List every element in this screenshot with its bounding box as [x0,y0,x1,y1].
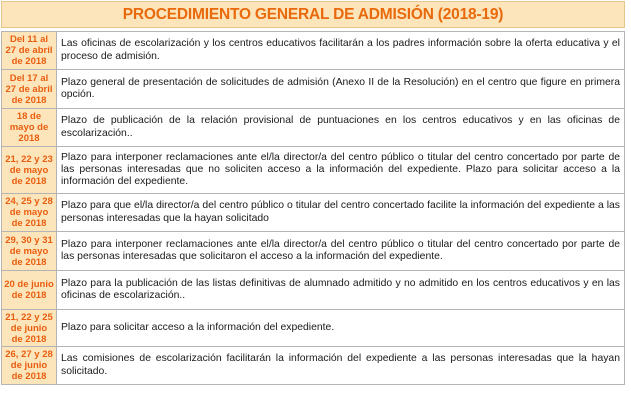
table-row [2,347,624,384]
description-text: Plazo general de presentación de solicitudes de admisión (Anexo II de la Resolución) en el centro que figure en primera opción. [61,76,620,100]
date-cell: 21, 22 y 23 de mayo de 2018 [2,147,57,193]
date-cell: 26, 27 y 28 de junio de 2018 [2,347,57,384]
description-text: Plazo para solicitar acceso a la información del expediente. [61,321,335,333]
date-cell: 29, 30 y 31 de mayo de 2018 [2,232,57,270]
description-cell [57,310,624,346]
description-text: Plazo para interponer reclamaciones ante el/la director/a del centro público o titular del centro concertado por parte de las personas interesadas que solicitaron el acceso a la información del expediente. [61,238,620,262]
date-cell: 20 de junio de 2018 [2,271,57,309]
date-cell: Del 17 al 27 de abril de 2018 [2,70,57,108]
description-text: Plazo para que el/la director/a del centro público o titular del centro concertado facilite la información del expediente a las personas interesadas que la hayan solicitado [61,200,620,224]
table-row [2,194,624,232]
page-title: PROCEDIMIENTO GENERAL DE ADMISIÓN (2018-19) [1,1,625,28]
description-cell [57,70,624,108]
description-cell [57,232,624,270]
description-cell [57,194,624,231]
date-cell: Del 11 al 27 de abril de 2018 [2,32,57,69]
date-cell: 18 de mayo de 2018 [2,109,57,146]
description-cell [57,32,624,69]
table-row [2,109,624,147]
description-text: Plazo para la publicación de las listas definitivas de alumnado admitido y no admitido en los centros educativos y en las oficinas de escolarización.. [61,277,620,301]
description-cell [57,347,624,384]
table-row [2,232,624,271]
description-cell [57,147,624,193]
description-text: Plazo para interponer reclamaciones ante el/la director/a del centro público o titular del centro concertado por parte de las personas interesadas que no soliciten acceso a la información del expediente. Plazo para solicitar acceso a la información del expediente. [61,151,620,188]
table-row [2,147,624,194]
table-row [2,32,624,70]
description-cell [57,271,624,309]
description-text: Las oficinas de escolarización y los centros educativos facilitarán a los padres información sobre la oferta educativa y el proceso de admisión. [61,38,620,62]
description-text: Las comisiones de escolarización facilitarán la información del expediente a las personas interesadas que la hayan solicitado. [61,353,620,377]
description-text: Plazo de publicación de la relación provisional de puntuaciones en los centros educativos y en las oficinas de escolarización.. [61,115,620,139]
description-cell [57,109,624,146]
table-row [2,70,624,109]
date-cell: 21, 22 y 25 de junio de 2018 [2,310,57,346]
table-row [2,310,624,347]
schedule-table [1,31,625,385]
table-row [2,271,624,310]
date-cell: 24, 25 y 28 de mayo de 2018 [2,194,57,231]
